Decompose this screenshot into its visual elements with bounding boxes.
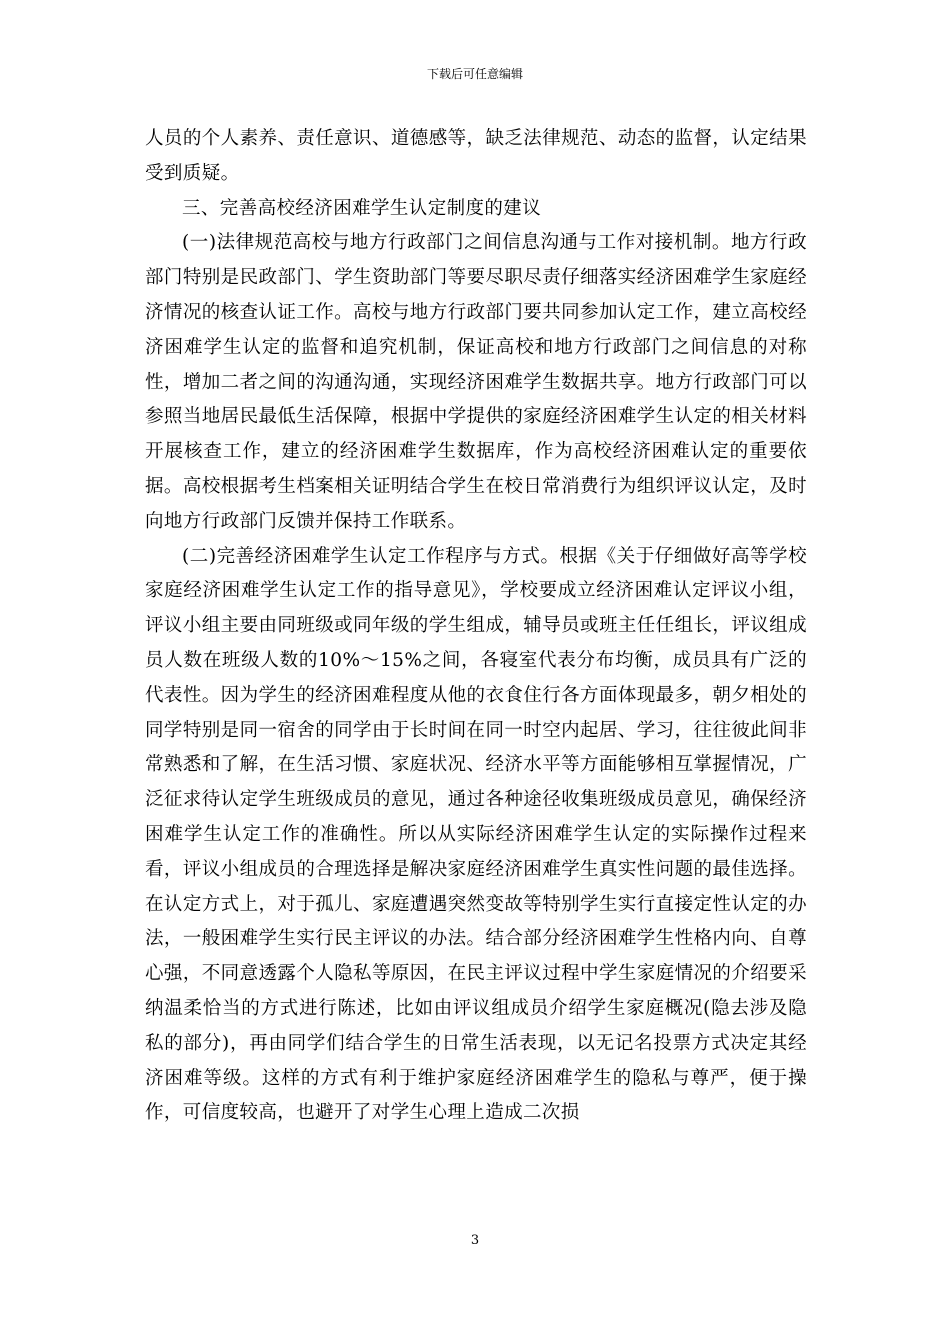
section-heading: 三、完善高校经济困难学生认定制度的建议 [182,197,542,219]
page-header: 下载后可任意编辑 [426,67,523,81]
paragraph-continuation: 人员的个人素养、责任意识、道德感等，缺乏法律规范、动态的监督，认定结果受到质疑。 [145,128,807,184]
paragraph-item-1: (一)法律规范高校与地方行政部门之间信息沟通与工作对接机制。地方行政部门特别是民政部门、学生资助部门等要尽职尽责仔细落实经济困难学生家庭经济情况的核查认证工作。高校与地方行政部门要共同参加认定工作，建立高校经济困难学生认定的监督和追究机制，保证高校和地方行政部门之间信息的对称性，增加二者之间的沟通沟通，实现经济困难学生数据共享。地方行政部门可以参照当地居民最低生活保障，根据中学提供的家庭经济困难学生认定的相关材料开展核查工作，建立的经济困难学生数据库，作为高校经济困难认定的重要依据。高校根据考生档案相关证明结合学生在校日常消费行为组织评议认定，及时向地方行政部门反馈并保持工作联系。 [145,232,807,532]
page-number: 3 [470,1233,480,1248]
paragraph-item-2: (二)完善经济困难学生认定工作程序与方式。根据《关于仔细做好高等学校家庭经济困难学生认定工作的指导意见》，学校要成立经济困难认定评议小组，评议小组主要由同班级或同年级的学生组成，辅导员或班主任任组长，评议组成员人数在班级人数的10%～15%之间，各寝室代表分布均衡，成员具有广泛的代表性。因为学生的经济困难程度从他的衣食住行各方面体现最多，朝夕相处的同学特别是同一宿舍的同学由于长时间在同一时空内起居、学习，往往彼此间非常熟悉和了解，在生活习惯、家庭状况、经济水平等方面能够相互掌握情况，广泛征求待认定学生班级成员的意见，通过各种途径收集班级成员意见，确保经济困难学生认定工作的准确性。所以从实际经济困难学生认定的实际操作过程来看，评议小组成员的合理选择是解决家庭经济困难学生真实性问题的最佳选择。在认定方式上，对于孤儿、家庭遭遇突然变故等特别学生实行直接定性认定的办法，一般困难学生实行民主评议的办法。结合部分经济困难学生性格内向、自尊心强，不同意透露个人隐私等原因，在民主评议过程中学生家庭情况的介绍要采纳温柔恰当的方式进行陈述，比如由评议组成员介绍学生家庭概况(隐去涉及隐私的部分)，再由同学们结合学生的日常生活表现，以无记名投票方式决定其经济困难等级。这样的方式有利于维护家庭经济困难学生的隐私与尊严，便于操作，可信度较高，也避开了对学生心理上造成二次损 [145,545,807,1124]
document-body [145,122,807,1131]
